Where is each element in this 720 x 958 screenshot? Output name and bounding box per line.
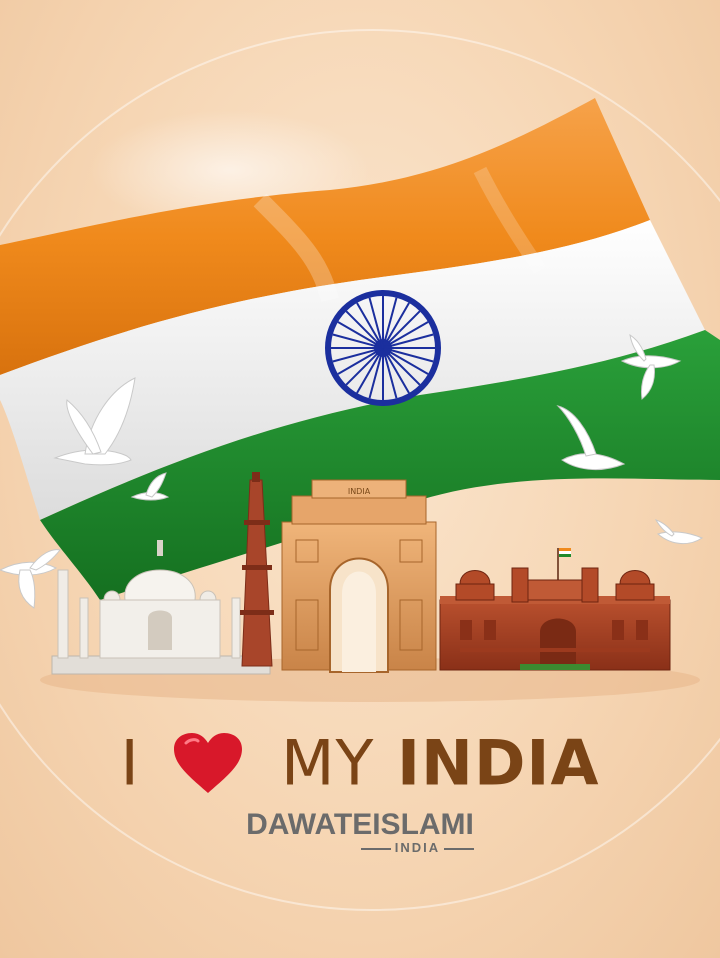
india-gate-illustration [282, 480, 436, 672]
headline [0, 722, 720, 799]
india-gate-label: INDIA [347, 487, 371, 496]
dove-icon [656, 520, 702, 544]
heart-icon [172, 731, 244, 795]
headline-word-my: MY [281, 726, 375, 800]
red-fort-illustration [440, 548, 670, 670]
brand-sub: INDIA [0, 840, 720, 855]
headline-word-i: I [120, 726, 140, 800]
dove-icon [0, 550, 60, 608]
brand-name: DAWATEISLAMI [246, 808, 474, 841]
headline-word-india: INDIA [396, 726, 600, 800]
ashoka-chakra-icon [328, 293, 438, 403]
brand-logo [0, 808, 720, 855]
